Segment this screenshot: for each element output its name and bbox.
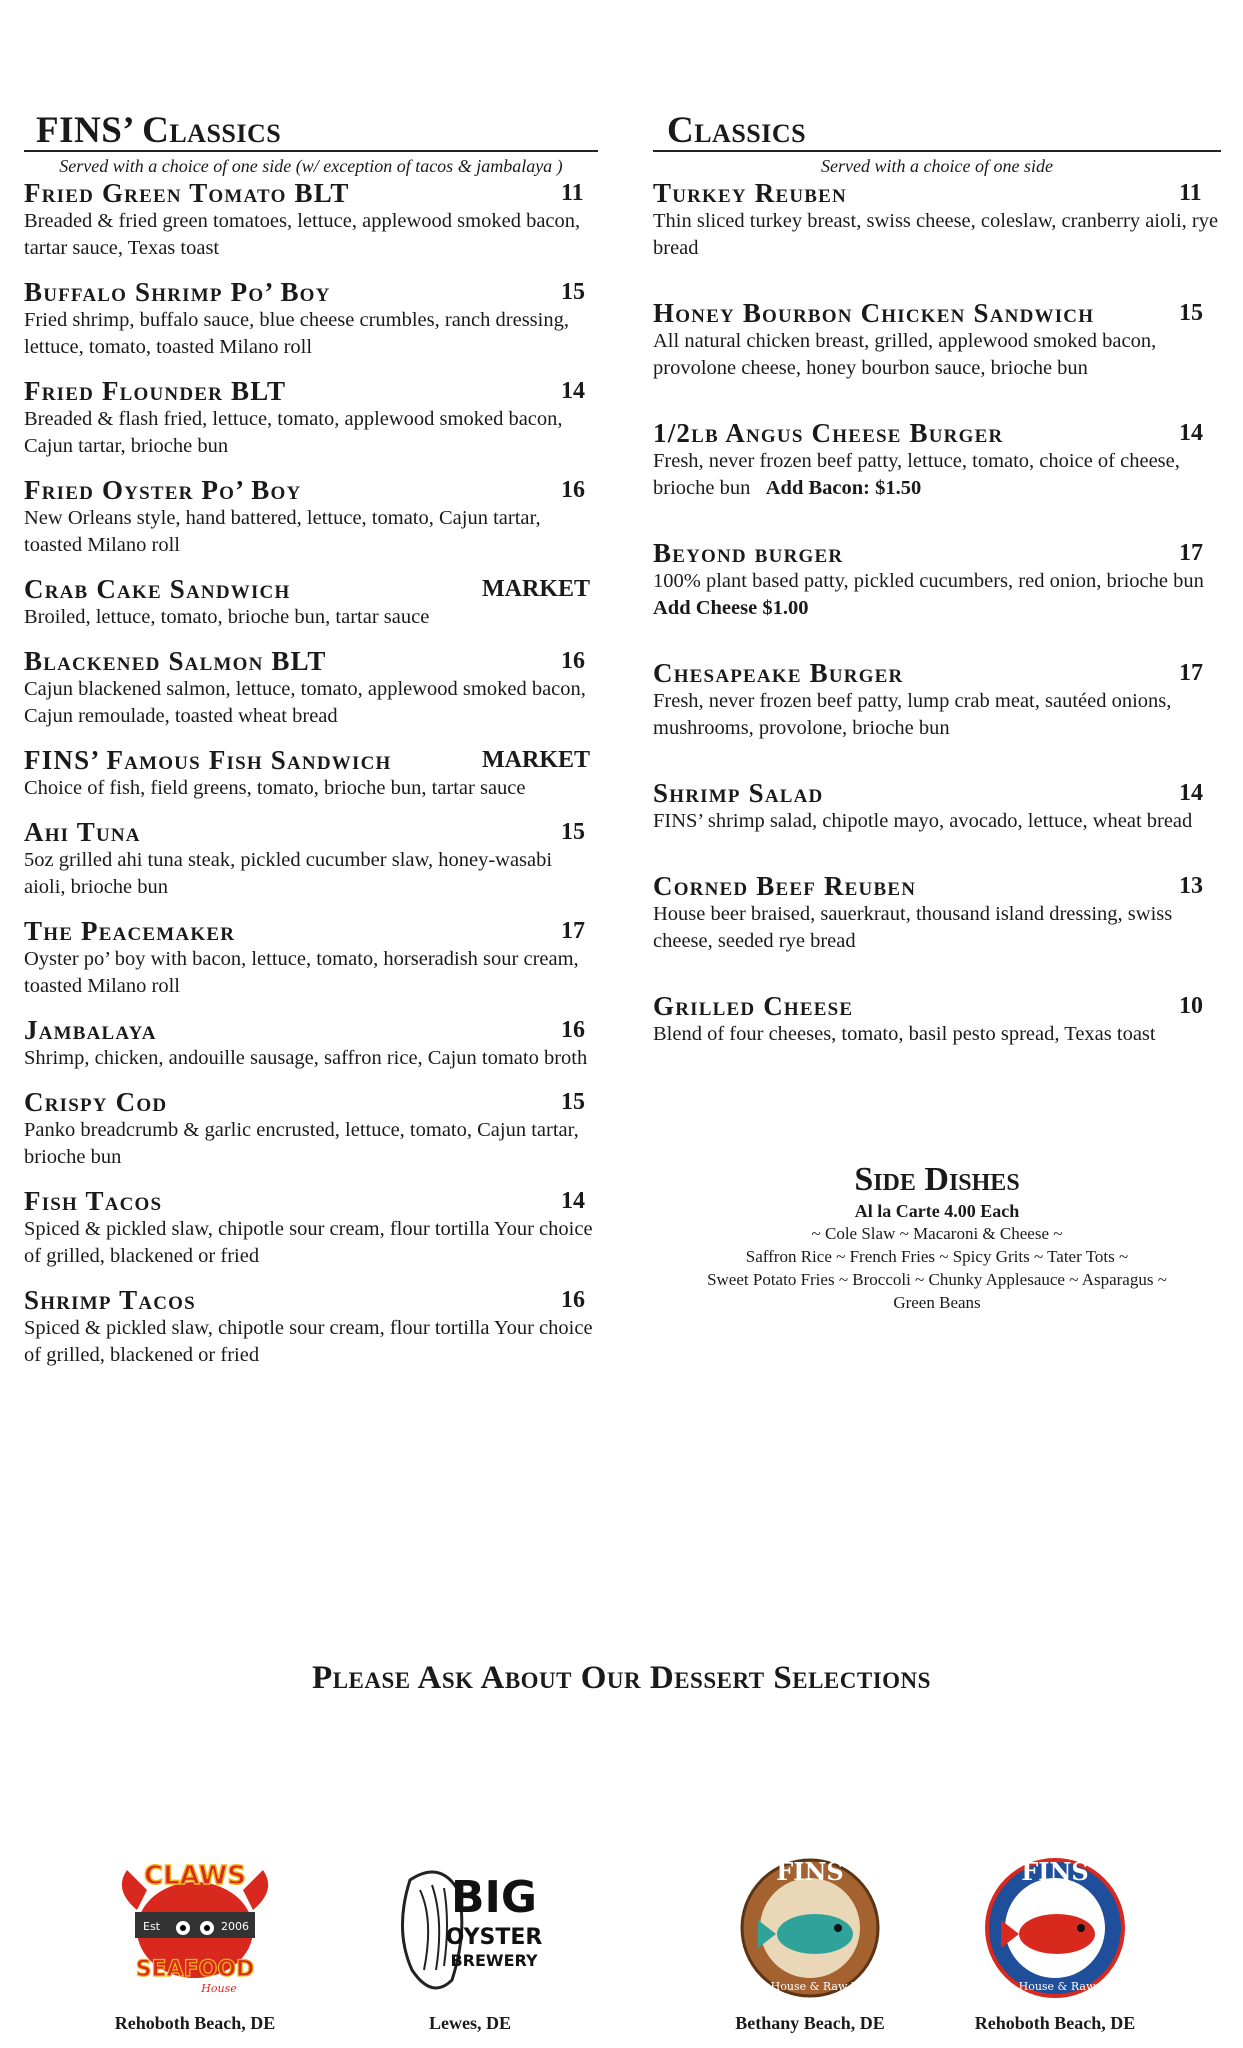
menu-item-addon: Add Cheese $1.00 — [653, 597, 809, 619]
menu-item-price: MARKET — [482, 747, 590, 773]
menu-item — [653, 778, 1221, 835]
side-dishes-line: Green Beans — [893, 1293, 981, 1312]
menu-item — [653, 538, 1221, 622]
side-dishes-line: Sweet Potato Fries ~ Broccoli ~ Chunky Applesauce ~ Asparagus ~ — [707, 1270, 1167, 1289]
menu-item-description-text: Broiled, lettuce, tomato, brioche bun, tartar sauce — [24, 606, 430, 628]
menu-item-name: Fried Flounder BLT — [24, 376, 287, 406]
menu-item-description-text: 100% plant based patty, pickled cucumbers, red onion, brioche bun — [653, 570, 1204, 592]
menu-item-name: Turkey Reuben — [653, 178, 847, 208]
menu-item — [653, 418, 1221, 502]
menu-item-price: 17 — [1179, 660, 1203, 686]
menu-item-description — [653, 1021, 1221, 1048]
menu-item-name: 1/2lb Angus Cheese Burger — [653, 418, 1004, 448]
menu-item-description — [24, 775, 598, 802]
menu-item-description — [24, 1117, 598, 1171]
menu-item-name: Fried Green Tomato BLT — [24, 178, 350, 208]
svg-text:Fish House & Raw Bar: Fish House & Raw Bar — [991, 1980, 1119, 1993]
dessert-note: Please Ask About Our Dessert Selections — [312, 1660, 931, 1696]
side-dishes-line: Saffron Rice ~ French Fries ~ Spicy Grits ~ Tater Tots ~ — [745, 1247, 1129, 1266]
menu-item — [24, 1087, 598, 1171]
fish-logo-icon — [710, 1850, 910, 2000]
menu-item-description-text: House beer braised, sauerkraut, thousand island dressing, swiss cheese, seeded rye bread — [653, 903, 1173, 952]
left-menu-column — [24, 112, 598, 1369]
menu-item-addon: Add Bacon: $1.50 — [765, 477, 922, 499]
fins-ale-house-logo — [695, 1850, 925, 2034]
svg-text:Est: Est — [143, 1920, 160, 1933]
menu-item-name: Fried Oyster Po’ Boy — [24, 475, 302, 505]
menu-item-description — [653, 328, 1221, 382]
menu-item-description — [24, 676, 598, 730]
menu-item-description — [24, 946, 598, 1000]
menu-item-description — [24, 604, 598, 631]
svg-text:BREWERY: BREWERY — [450, 1951, 538, 1970]
logo-location: Bethany Beach, DE — [735, 2013, 885, 2033]
menu-item-description — [653, 448, 1221, 502]
menu-item — [653, 178, 1221, 262]
right-menu-column — [653, 112, 1221, 1048]
menu-item-name: Crab Cake Sandwich — [24, 574, 291, 604]
menu-item-description-text: Shrimp, chicken, andouille sausage, saffron rice, Cajun tomato broth — [24, 1047, 588, 1069]
menu-item-description — [24, 406, 598, 460]
menu-item-price: 10 — [1179, 993, 1203, 1019]
menu-item-price: 11 — [561, 180, 584, 206]
menu-item-price: 17 — [561, 918, 585, 944]
menu-item — [24, 1015, 598, 1072]
svg-text:SEAFOOD: SEAFOOD — [135, 1957, 255, 1982]
menu-item-description — [24, 505, 598, 559]
menu-item-name: Buffalo Shrimp Po’ Boy — [24, 277, 331, 307]
svg-text:House: House — [201, 1982, 237, 1995]
menu-item-price: 14 — [561, 378, 585, 404]
menu-item-description — [653, 568, 1221, 622]
menu-item-description — [24, 1045, 598, 1072]
menu-item-name: FINS’ Famous Fish Sandwich — [24, 745, 392, 775]
menu-item-price: 15 — [561, 1089, 585, 1115]
crab-logo-icon — [95, 1850, 295, 2000]
menu-item-price: 14 — [1179, 780, 1203, 806]
menu-item-name: Crispy Cod — [24, 1087, 168, 1117]
menu-item-price: 15 — [561, 279, 585, 305]
menu-item-description — [24, 208, 598, 262]
logo-location: Rehoboth Beach, DE — [974, 2013, 1136, 2033]
menu-item-name: Beyond burger — [653, 538, 844, 568]
menu-item-price: 17 — [1179, 540, 1203, 566]
menu-item-description-text: Blend of four cheeses, tomato, basil pesto spread, Texas toast — [653, 1023, 1156, 1045]
menu-item-description-text: New Orleans style, hand battered, lettuce, tomato, Cajun tartar, toasted Milano roll — [24, 507, 541, 556]
big-oyster-logo — [355, 1850, 585, 2034]
menu-item-description-text: Spiced & pickled slaw, chipotle sour cream, flour tortilla Your choice of grilled, blackened or fried — [24, 1218, 593, 1267]
svg-text:BIG: BIG — [450, 1872, 538, 1923]
menu-item-name: Fish Tacos — [24, 1186, 163, 1216]
menu-item-name: The Peacemaker — [24, 916, 236, 946]
svg-text:OYSTER: OYSTER — [445, 1925, 543, 1950]
menu-item-description — [24, 847, 598, 901]
menu-item-description — [24, 1216, 598, 1270]
section-subtitle-fins-classics: Served with a choice of one side (w/ exception of tacos & jambalaya ) — [59, 156, 563, 176]
menu-item-name: Blackened Salmon BLT — [24, 646, 327, 676]
menu-item — [24, 376, 598, 460]
menu-item-price: 15 — [561, 819, 585, 845]
menu-item-name: Grilled Cheese — [653, 991, 854, 1021]
menu-item — [653, 298, 1221, 382]
menu-item-price: 11 — [1179, 180, 1202, 206]
menu-item-price: 13 — [1179, 873, 1203, 899]
section-subtitle-classics: Served with a choice of one side — [821, 156, 1053, 176]
menu-item-price: 16 — [561, 477, 585, 503]
menu-item-description — [653, 808, 1221, 835]
menu-item-description — [653, 901, 1221, 955]
menu-item-description — [24, 1315, 598, 1369]
section-title-fins-classics: FINS’ Classics — [24, 112, 598, 152]
menu-item — [24, 574, 598, 631]
svg-text:2006: 2006 — [221, 1920, 249, 1933]
svg-text:FINS: FINS — [776, 1857, 844, 1886]
menu-item-name: Chesapeake Burger — [653, 658, 904, 688]
menu-item-description-text: Spiced & pickled slaw, chipotle sour cream, flour tortilla Your choice of grilled, blackened or fried — [24, 1317, 593, 1366]
menu-item — [653, 658, 1221, 742]
side-dishes-line: ~ Cole Slaw ~ Macaroni & Cheese ~ — [811, 1224, 1063, 1243]
svg-text:FINS: FINS — [1021, 1857, 1089, 1886]
menu-item-description-text: FINS’ shrimp salad, chipotle mayo, avocado, lettuce, wheat bread — [653, 810, 1193, 832]
menu-item-name: Jambalaya — [24, 1015, 157, 1045]
menu-item-description-text: Thin sliced turkey breast, swiss cheese, coleslaw, cranberry aioli, rye bread — [653, 210, 1219, 259]
menu-item-price: 16 — [561, 648, 585, 674]
fish-logo-icon — [955, 1850, 1155, 2000]
menu-item — [653, 991, 1221, 1048]
menu-item-description — [653, 688, 1221, 742]
menu-item — [653, 871, 1221, 955]
oyster-logo-icon — [370, 1850, 570, 2000]
menu-item-price: 14 — [1179, 420, 1203, 446]
menu-item-name: Shrimp Tacos — [24, 1285, 196, 1315]
menu-item-name: Shrimp Salad — [653, 778, 824, 808]
side-dishes-title: Side Dishes — [854, 1161, 1020, 1198]
menu-item — [24, 178, 598, 262]
menu-item-description-text: Oyster po’ boy with bacon, lettuce, tomato, horseradish sour cream, toasted Milano roll — [24, 948, 579, 997]
menu-item — [24, 277, 598, 361]
claws-seafood-logo — [80, 1850, 310, 2034]
menu-item-price: 16 — [561, 1287, 585, 1313]
menu-item-description-text: Breaded & fried green tomatoes, lettuce, applewood smoked bacon, tartar sauce, Texas toast — [24, 210, 581, 259]
menu-item-description-text: Fried shrimp, buffalo sauce, blue cheese crumbles, ranch dressing, lettuce, tomato, toasted Milano roll — [24, 309, 569, 358]
menu-item — [24, 817, 598, 901]
menu-item-price: MARKET — [482, 576, 590, 602]
menu-item-name: Honey Bourbon Chicken Sandwich — [653, 298, 1095, 328]
menu-item-description-text: All natural chicken breast, grilled, applewood smoked bacon, provolone cheese, honey bourbon sauce, brioche bun — [653, 330, 1157, 379]
menu-item-description-text: Choice of fish, field greens, tomato, brioche bun, tartar sauce — [24, 777, 526, 799]
menu-item-description — [653, 208, 1221, 262]
menu-item-price: 14 — [561, 1188, 585, 1214]
menu-item — [24, 1186, 598, 1270]
menu-item-name: Ahi Tuna — [24, 817, 141, 847]
menu-item-description-text: 5oz grilled ahi tuna steak, pickled cucumber slaw, honey-wasabi aioli, brioche bun — [24, 849, 553, 898]
menu-item — [24, 745, 598, 802]
menu-item-price: 15 — [1179, 300, 1203, 326]
menu-item-description-text: Fresh, never frozen beef patty, lump crab meat, sautéed onions, mushrooms, provolone, brioche bun — [653, 690, 1172, 739]
svg-text:CLAWS: CLAWS — [143, 1861, 247, 1891]
menu-item-name: Corned Beef Reuben — [653, 871, 917, 901]
menu-item-price: 16 — [561, 1017, 585, 1043]
side-dishes — [653, 1160, 1221, 1314]
menu-item — [24, 646, 598, 730]
menu-item — [24, 475, 598, 559]
section-title-classics: Classics — [653, 112, 1221, 152]
menu-item-description-text: Breaded & flash fried, lettuce, tomato, applewood smoked bacon, Cajun tartar, brioche bun — [24, 408, 563, 457]
menu-item-description — [24, 307, 598, 361]
logo-location: Rehoboth Beach, DE — [114, 2013, 276, 2033]
side-dishes-price: Al la Carte 4.00 Each — [854, 1201, 1020, 1221]
fins-fish-house-logo — [940, 1850, 1170, 2034]
menu-item-description-text: Fresh, never frozen beef patty, lettuce, tomato, choice of cheese, brioche bun — [653, 450, 1180, 499]
menu-item — [24, 1285, 598, 1369]
svg-text:Ale House & Raw Bar: Ale House & Raw Bar — [749, 1980, 871, 1993]
menu-item-description-text: Panko breadcrumb & garlic encrusted, lettuce, tomato, Cajun tartar, brioche bun — [24, 1119, 579, 1168]
menu-item — [24, 916, 598, 1000]
logo-location: Lewes, DE — [429, 2013, 511, 2033]
menu-item-description-text: Cajun blackened salmon, lettuce, tomato, applewood smoked bacon, Cajun remoulade, toasted wheat bread — [24, 678, 586, 727]
